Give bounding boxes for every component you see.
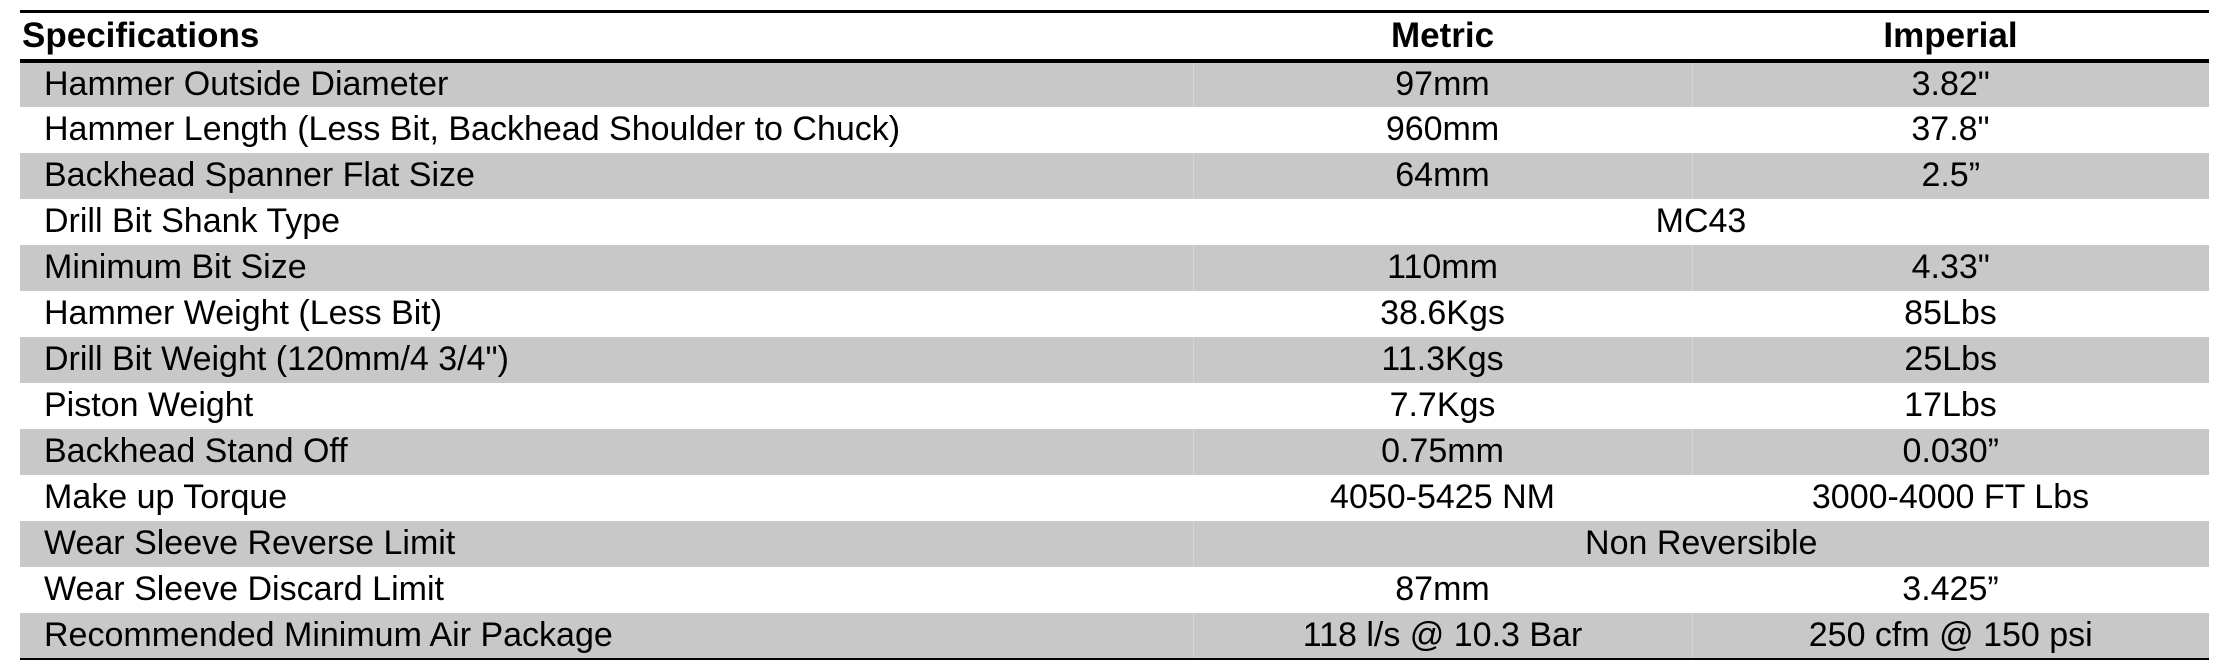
table-row (20, 613, 2209, 659)
spec-label: Hammer Length (Less Bit, Backhead Shoulder to Chuck) (44, 110, 901, 148)
imperial-value: 3000-4000 FT Lbs (1811, 478, 2090, 516)
metric-value: 4050-5425 NM (1330, 478, 1555, 516)
spec-label: Backhead Stand Off (44, 432, 348, 470)
metric-value: 7.7Kgs (1389, 386, 1496, 424)
table-body (20, 61, 2209, 659)
metric-value: 64mm (1193, 153, 1692, 199)
table-row (20, 291, 2209, 337)
imperial-value: 3.82" (1692, 61, 2209, 107)
table-row (20, 337, 2209, 383)
metric-value: 87mm (1395, 570, 1490, 608)
spec-label: Recommended Minimum Air Package (44, 615, 613, 654)
spec-label: Hammer Weight (Less Bit) (44, 294, 443, 332)
table-header (20, 12, 2209, 61)
metric-value: 118 l/s @ 10.3 Bar (1193, 613, 1692, 659)
metric-value: 0.75mm (1193, 429, 1692, 475)
spec-label: Make up Torque (44, 478, 288, 516)
spec-label: Backhead Spanner Flat Size (44, 156, 475, 194)
table-row (20, 199, 2209, 245)
spec-label: Piston Weight (44, 386, 254, 424)
imperial-value: 250 cfm @ 150 psi (1692, 613, 2209, 659)
imperial-value: 25Lbs (1692, 337, 2209, 383)
metric-value: 11.3Kgs (1193, 337, 1692, 383)
spec-label: Wear Sleeve Reverse Limit (44, 524, 456, 562)
table-row (20, 521, 2209, 567)
header-imperial: Imperial (1883, 15, 2018, 55)
imperial-value: 4.33" (1692, 245, 2209, 291)
table-row (20, 383, 2209, 429)
header-metric: Metric (1390, 15, 1495, 55)
metric-value: 110mm (1193, 245, 1692, 291)
table-row (20, 61, 2209, 107)
table-row (20, 245, 2209, 291)
imperial-value: 37.8" (1911, 110, 1990, 148)
table-row (20, 429, 2209, 475)
header-row (20, 12, 2209, 61)
spec-label: Drill Bit Shank Type (44, 202, 341, 240)
imperial-value: 17Lbs (1904, 386, 1997, 424)
spec-label: Drill Bit Weight (120mm/4 3/4") (44, 340, 509, 378)
metric-value: 97mm (1193, 61, 1692, 107)
combined-value: Non Reversible (1193, 521, 2209, 567)
spec-label: Minimum Bit Size (44, 248, 307, 286)
metric-value: 38.6Kgs (1380, 294, 1505, 332)
spec-label: Wear Sleeve Discard Limit (44, 570, 444, 608)
imperial-value: 0.030” (1692, 429, 2209, 475)
table-row (20, 107, 2209, 153)
specifications-table (20, 10, 2209, 660)
imperial-value: 85Lbs (1904, 294, 1997, 332)
table-row (20, 475, 2209, 521)
metric-value: 960mm (1385, 110, 1500, 148)
imperial-value: 3.425” (1902, 570, 1999, 608)
imperial-value: 2.5” (1692, 153, 2209, 199)
combined-value: MC43 (1655, 202, 1747, 240)
table-row (20, 153, 2209, 199)
header-specifications: Specifications (22, 15, 260, 55)
table-row (20, 567, 2209, 613)
spec-label: Hammer Outside Diameter (44, 65, 449, 103)
